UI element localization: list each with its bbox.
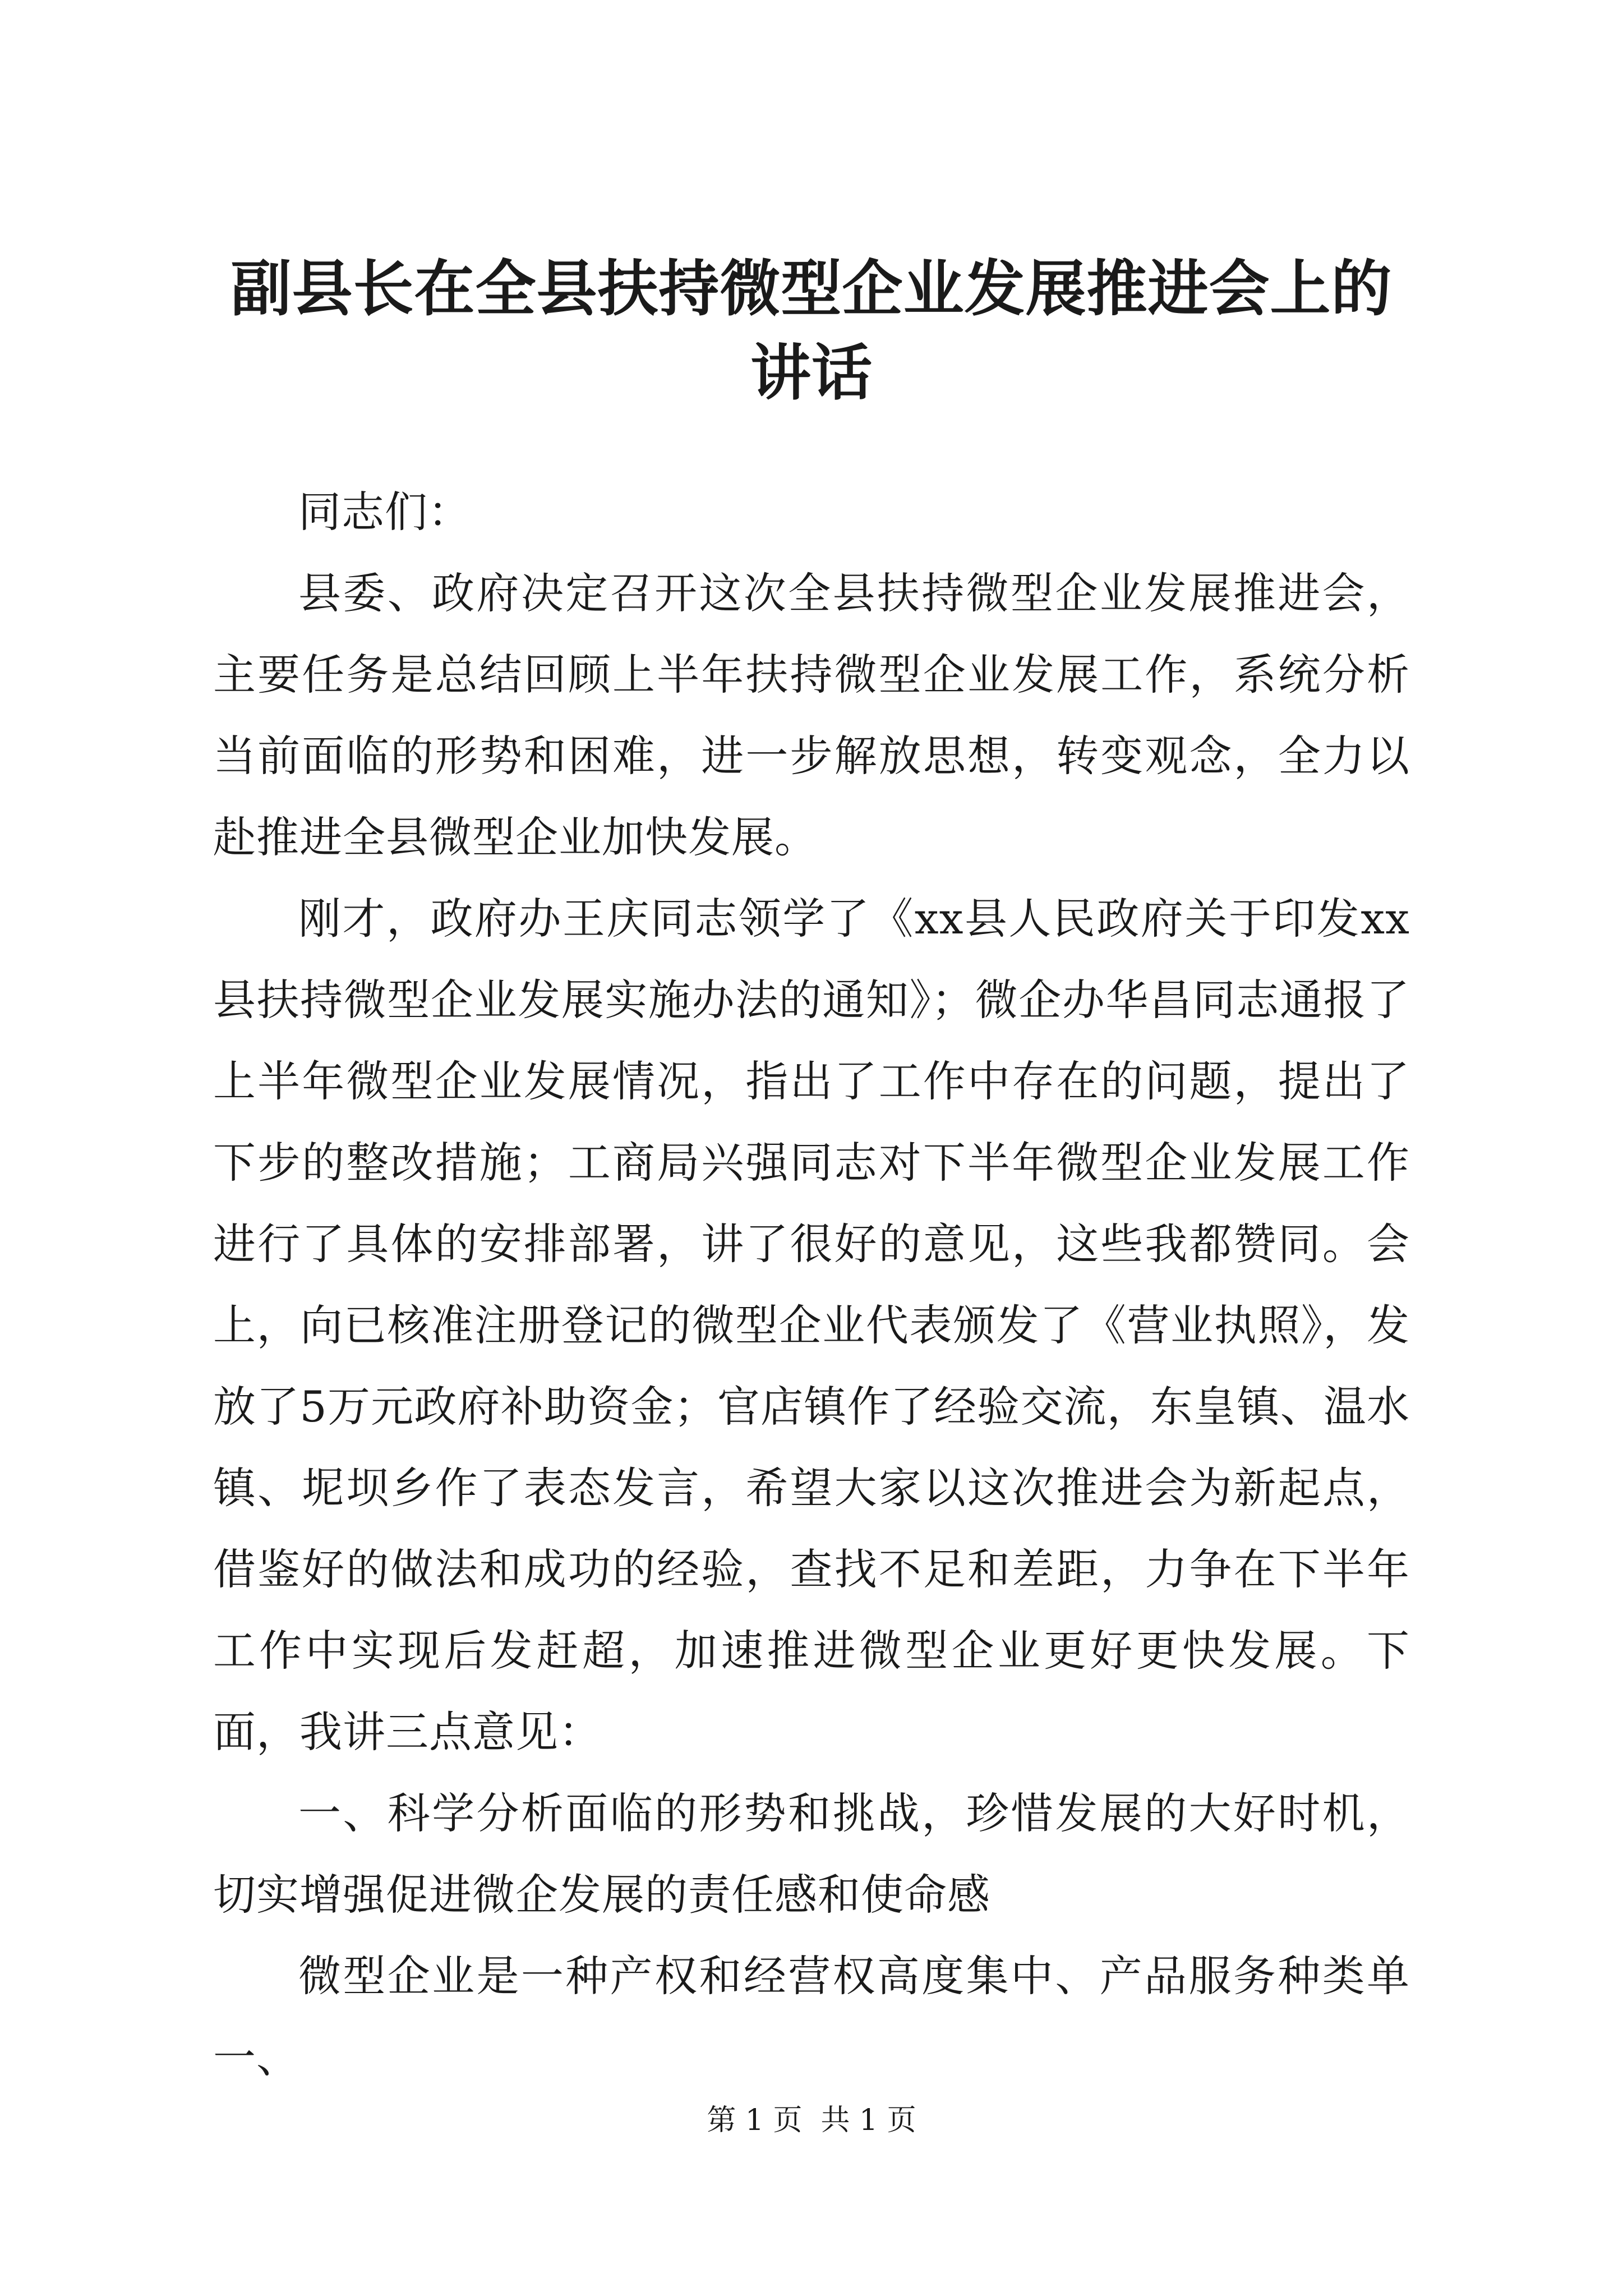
document-title: 副县长在全县扶持微型企业发展推进会上的讲话 — [230, 254, 1393, 408]
meeting-summary-paragraph: 刚才，政府办王庆同志领学了《xx县人民政府关于印发xx县扶持微型企业发展实施办法的通知》；微企办华昌同志通报了上半年微型企业发展情况，指出了工作中存在的问题，提出了下步的整改措施；工商局兴强同志对下半年微型企业发展工作进行了具体的安排部署，讲了很好的意见，这些我都赞同。会上，向已核准注册登记的微型企业代表颁发了《营业执照》，发放了5万元政府补助资金；官店镇作了经验交流，东皇镇、温水镇、坭坝乡作了表态发言，希望大家以这次推进会为新起点，借鉴好的做法和成功的经验，查找不足和差距，力争在下半年工作中实现后发赶超，加速推进微型企业更好更快发展。下面，我讲三点意见： — [213, 894, 1410, 1757]
salutation-paragraph: 同志们： — [298, 487, 471, 537]
section-one-paragraph: 微型企业是一种产权和经营权高度集中、产品服务种类单一、 — [213, 1951, 1410, 2082]
page-footer — [0, 2101, 1623, 2140]
section-heading-one: 一、科学分析面临的形势和挑战，珍惜发展的大好时机，切实增强促进微企发展的责任感和使命感 — [213, 1788, 1410, 1920]
page-number-label: 第 1 页 共 1 页 — [707, 2104, 916, 2137]
document-body — [213, 471, 1410, 2098]
intro-paragraph: 县委、政府决定召开这次全县扶持微型企业发展推进会，主要任务是总结回顾上半年扶持微型企业发展工作，系统分析当前面临的形势和困难，进一步解放思想，转变观念，全力以赴推进全县微型企业加快发展。 — [213, 568, 1410, 862]
